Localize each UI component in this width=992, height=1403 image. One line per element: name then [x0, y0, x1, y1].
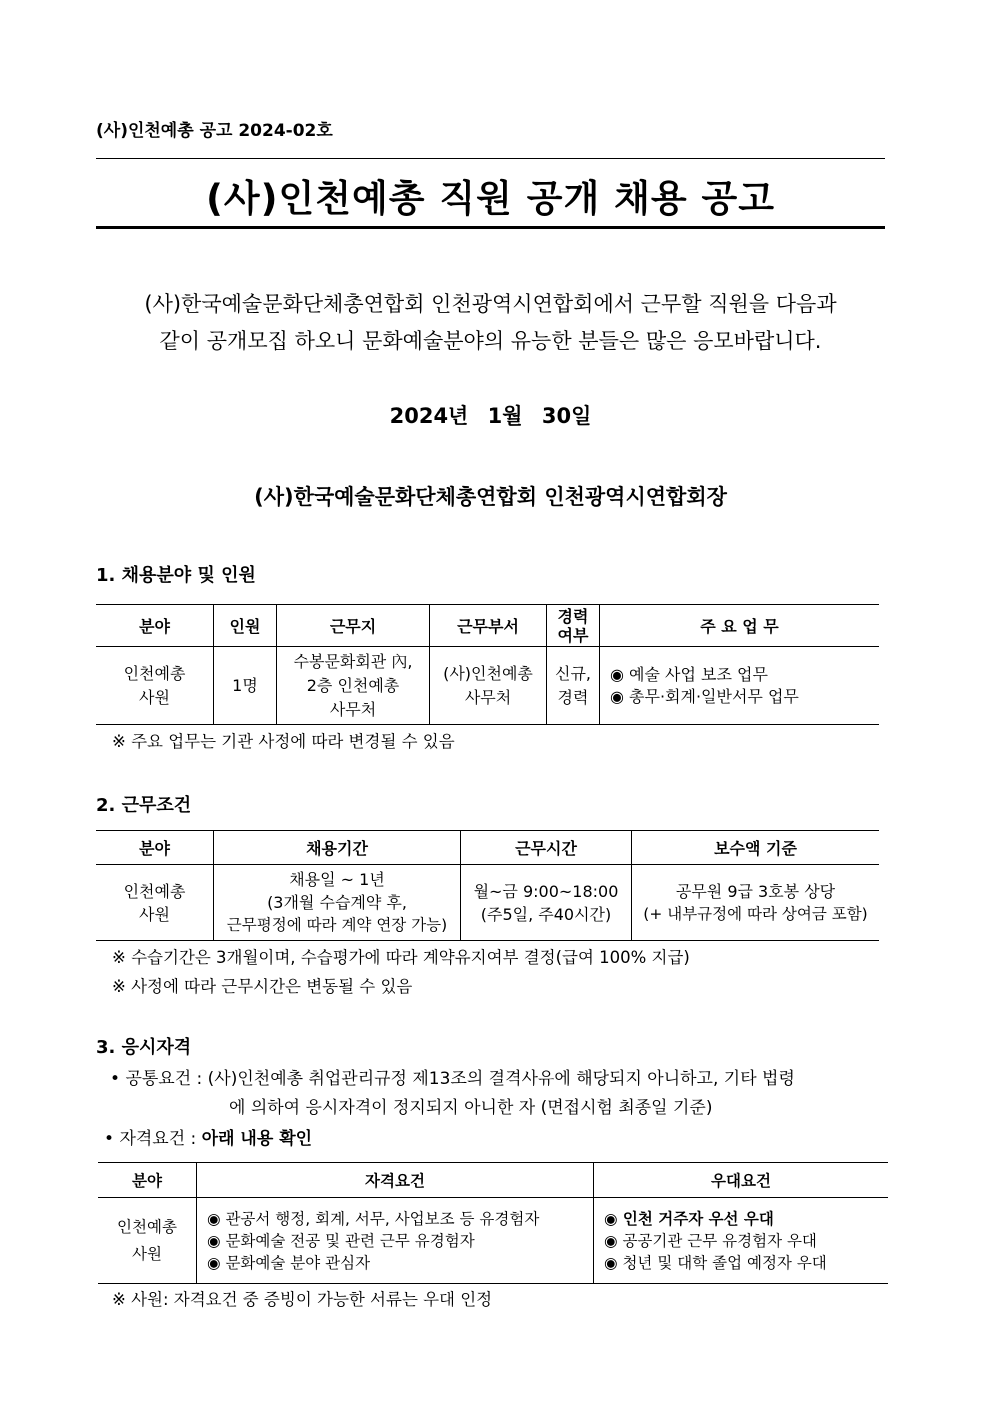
col-field: 분야 — [96, 831, 214, 865]
col-qualification: 자격요건 — [197, 1163, 594, 1198]
cell-field: 인천예총 사원 — [98, 1198, 197, 1284]
qualification-table — [98, 1162, 888, 1284]
bullet-icon: • — [104, 1129, 115, 1149]
col-hours: 근무시간 — [461, 831, 632, 865]
cell-dept: (사)인천예총 사무처 — [430, 647, 547, 725]
col-location: 근무지 — [277, 605, 430, 647]
section-3-note: ※ 사원: 자격요건 중 증빙이 가능한 서류는 우대 인정 — [112, 1290, 493, 1309]
cell-hours: 월~금 9:00~18:00 (주5일, 주40시간) — [461, 865, 632, 941]
cell-pay: 공무원 9급 3호봉 상당 (+ 내부규정에 따라 상여금 포함) — [632, 865, 880, 941]
cell-preference — [594, 1198, 889, 1284]
bullet-icon: • — [110, 1069, 121, 1089]
cell-experience: 신규, 경력 — [547, 647, 600, 725]
section-3-heading: 3. 응시자격 — [96, 1037, 192, 1058]
qual-label: 자격요건 : — [119, 1129, 197, 1149]
conditions-table — [96, 830, 879, 941]
duty-item: ◉ 총무·회계·일반서무 업무 — [610, 686, 799, 706]
col-experience-line1: 경력 — [557, 606, 589, 626]
cell-period: 채용일 ~ 1년 (3개월 수습계약 후, 근무평정에 따라 계약 연장 가능) — [214, 865, 461, 941]
preference-item: ◉ 공공기관 근무 유경험자 우대 — [604, 1231, 817, 1250]
preference-item: ◉ 청년 및 대학 졸업 예정자 우대 — [604, 1253, 827, 1272]
intro-line-2: 같이 공개모집 하오니 문화예술분야의 유능한 분들은 많은 응모바랍니다. — [159, 329, 822, 353]
col-experience — [547, 605, 600, 647]
preference-item: ◉ 인천 거주자 우선 우대 — [604, 1209, 774, 1228]
table-row — [98, 1198, 888, 1284]
qual-text: 아래 내용 확인 — [201, 1129, 313, 1149]
duty-item: ◉ 예술 사업 보조 업무 — [610, 664, 768, 684]
cell-field: 인천예총 사원 — [96, 865, 214, 941]
section-2-note-1: ※ 수습기간은 3개월이며, 수습평가에 따라 계약유지여부 결정(급여 100% 지급) — [112, 948, 690, 967]
col-pay: 보수액 기준 — [632, 831, 880, 865]
header-divider — [96, 158, 885, 159]
table-row — [96, 647, 879, 725]
intro-paragraph — [96, 286, 885, 360]
intro-line-1: (사)한국예술문화단체총연합회 인천광역시연합회에서 근무할 직원을 다음과 — [144, 292, 837, 316]
common-label: 공통요건 : — [125, 1069, 203, 1089]
col-field: 분야 — [98, 1163, 197, 1198]
cell-qualification — [197, 1198, 594, 1284]
qualification-item: ◉ 문화예술 전공 및 관련 근무 유경험자 — [207, 1231, 475, 1250]
section-2-note-2: ※ 사정에 따라 근무시간은 변동될 수 있음 — [112, 977, 413, 996]
cell-location: 수봉문화회관 內, 2층 인천예총 사무처 — [277, 647, 430, 725]
table-header-row — [96, 831, 879, 865]
section-1-heading: 1. 채용분야 및 인원 — [96, 565, 256, 586]
qualification-requirement — [104, 1124, 312, 1149]
organization-name: (사)한국예술문화단체총연합회 인천광역시연합회장 — [254, 485, 727, 509]
section-2-heading: 2. 근무조건 — [96, 795, 192, 816]
notice-number: (사)인천예총 공고 2024-02호 — [96, 121, 333, 141]
cell-duties — [600, 647, 880, 725]
col-field: 분야 — [96, 605, 214, 647]
cell-field: 인천예총 사원 — [96, 647, 214, 725]
cell-count: 1명 — [214, 647, 277, 725]
qualification-item: ◉ 문화예술 분야 관심자 — [207, 1253, 371, 1272]
notice-date: 2024년 1월 30일 — [389, 404, 592, 428]
col-duties: 주 요 업 무 — [600, 605, 880, 647]
col-count: 인원 — [214, 605, 277, 647]
common-text-1: (사)인천예총 취업관리규정 제13조의 결격사유에 해당되지 아니하고, 기타 법령 — [207, 1069, 795, 1089]
table-header-row — [98, 1163, 888, 1198]
qualification-item: ◉ 관공서 행정, 회계, 서무, 사업보조 등 유경험자 — [207, 1209, 540, 1228]
col-preference: 우대요건 — [594, 1163, 889, 1198]
common-requirement — [110, 1064, 900, 1089]
table-row — [96, 865, 879, 941]
col-dept: 근무부서 — [430, 605, 547, 647]
page-title: (사)인천예총 직원 공개 채용 공고 — [206, 177, 775, 220]
col-period: 채용기간 — [214, 831, 461, 865]
col-experience-line2: 여부 — [557, 625, 589, 645]
title-divider — [96, 226, 885, 229]
common-text-2: 에 의하여 응시자격이 정지되지 아니한 자 (면접시험 최종일 기준) — [229, 1098, 713, 1118]
section-1-note: ※ 주요 업무는 기관 사정에 따라 변경될 수 있음 — [112, 732, 455, 751]
table-header-row — [96, 605, 879, 647]
recruitment-table — [96, 604, 879, 725]
